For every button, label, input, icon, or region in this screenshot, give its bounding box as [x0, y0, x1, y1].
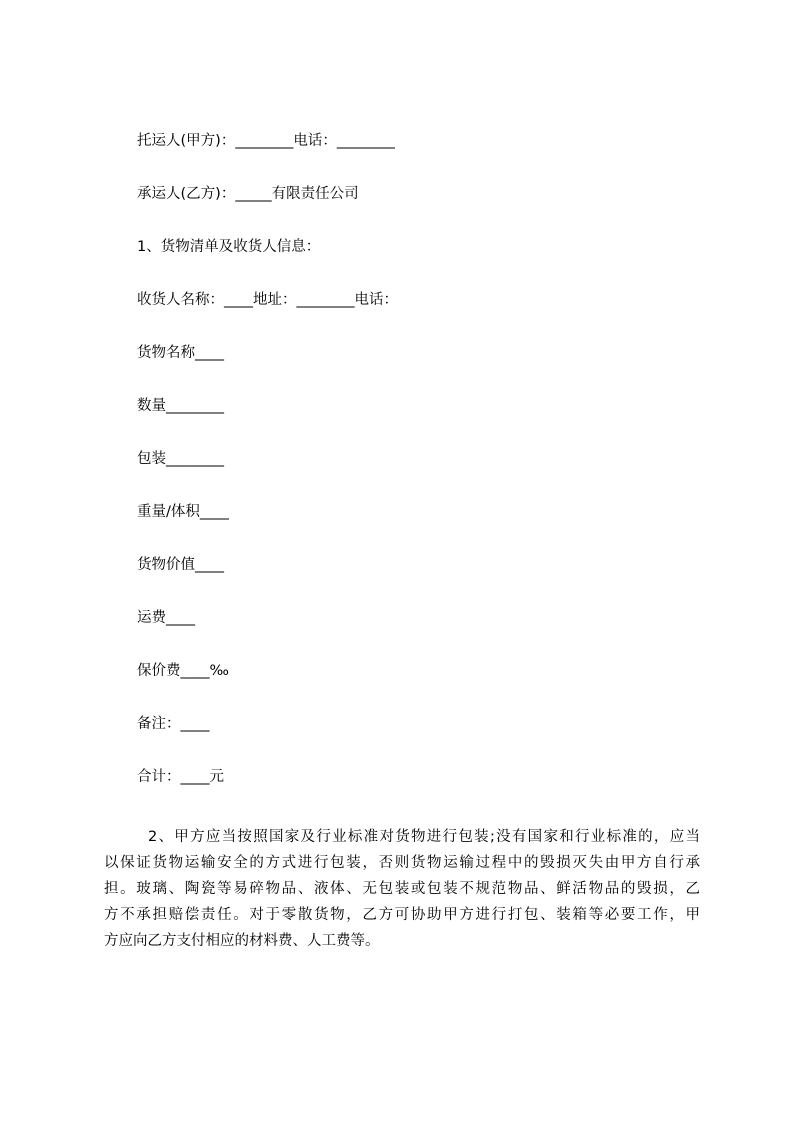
insurance-fee-line: 保价费____‰	[137, 663, 229, 679]
quantity-line: 数量________	[137, 398, 224, 414]
remarks-line: 备注：____	[137, 716, 210, 732]
weight-volume-line: 重量/体积____	[137, 504, 229, 520]
goods-value-line: 货物价值____	[137, 557, 224, 573]
clause-2-line: 担。玻璃、陶瓷等易碎物品、液体、无包装或包装不规范物品、鲜活物品的毁损，乙	[104, 881, 700, 897]
goods-name-line: 货物名称____	[137, 345, 224, 361]
total-line: 合计：____元	[137, 769, 224, 785]
packaging-line: 包装________	[137, 451, 224, 467]
shipper-line: 托运人(甲方)：________电话：________	[137, 133, 395, 149]
clause-2-line: 以保证货物运输安全的方式进行包装，否则货物运输过程中的毁损灭失由甲方自行承	[104, 855, 700, 871]
freight-line: 运费____	[137, 610, 195, 626]
clause-2-line: 方应向乙方支付相应的材料费、人工费等。	[104, 933, 380, 949]
consignee-line: 收货人名称：____地址：________电话：	[137, 292, 398, 308]
clause-2-line: 2、甲方应当按照国家及行业标准对货物进行包装;没有国家和行业标准的，应当	[148, 829, 700, 845]
clause-2-line: 方不承担赔偿责任。对于零散货物，乙方可协助甲方进行打包、装箱等必要工作，甲	[104, 907, 700, 923]
carrier-line: 承运人(乙方)：_____有限责任公司	[137, 186, 359, 202]
section-1-heading: 1、货物清单及收货人信息：	[137, 239, 321, 255]
clause-2-paragraph	[104, 824, 700, 954]
